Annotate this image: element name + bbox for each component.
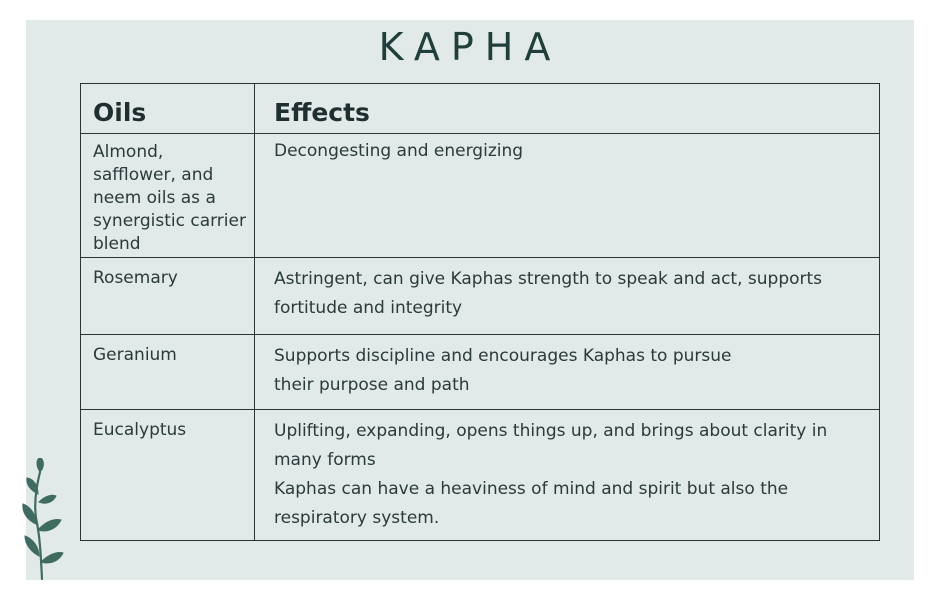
oil-cell: Geranium	[81, 335, 255, 410]
table-row	[81, 410, 880, 541]
effect-line: their purpose and path	[274, 375, 470, 395]
table-header-row	[81, 84, 880, 134]
effect-line: Kaphas can have a heaviness of mind and spirit but also the respiratory system.	[274, 479, 789, 528]
table-row	[81, 134, 880, 258]
page-title: KAPHA	[378, 25, 562, 69]
effects-cell	[255, 134, 880, 258]
oil-cell: Rosemary	[81, 258, 255, 335]
effects-cell	[255, 258, 880, 335]
leaf-sprig-icon	[14, 458, 70, 580]
oil-cell: Almond, safflower, and neem oils as a synergistic carrier blend	[81, 134, 255, 258]
effect-line: Astringent, can give Kaphas strength to speak and act, supports fortitude and integrity	[274, 269, 823, 318]
effect-line: Decongesting and energizing	[274, 141, 524, 161]
effect-line: Supports discipline and encourages Kaphas to pursue	[274, 346, 732, 366]
oils-column-header: Oils	[81, 84, 255, 134]
effects-cell	[255, 335, 880, 410]
effects-column-header: Effects	[255, 84, 880, 134]
oil-cell: Eucalyptus	[81, 410, 255, 541]
effect-line: Uplifting, expanding, opens things up, and brings about clarity in many forms	[274, 421, 828, 470]
oils-effects-table	[80, 83, 880, 541]
table-row	[81, 335, 880, 410]
table-row	[81, 258, 880, 335]
effects-cell	[255, 410, 880, 541]
